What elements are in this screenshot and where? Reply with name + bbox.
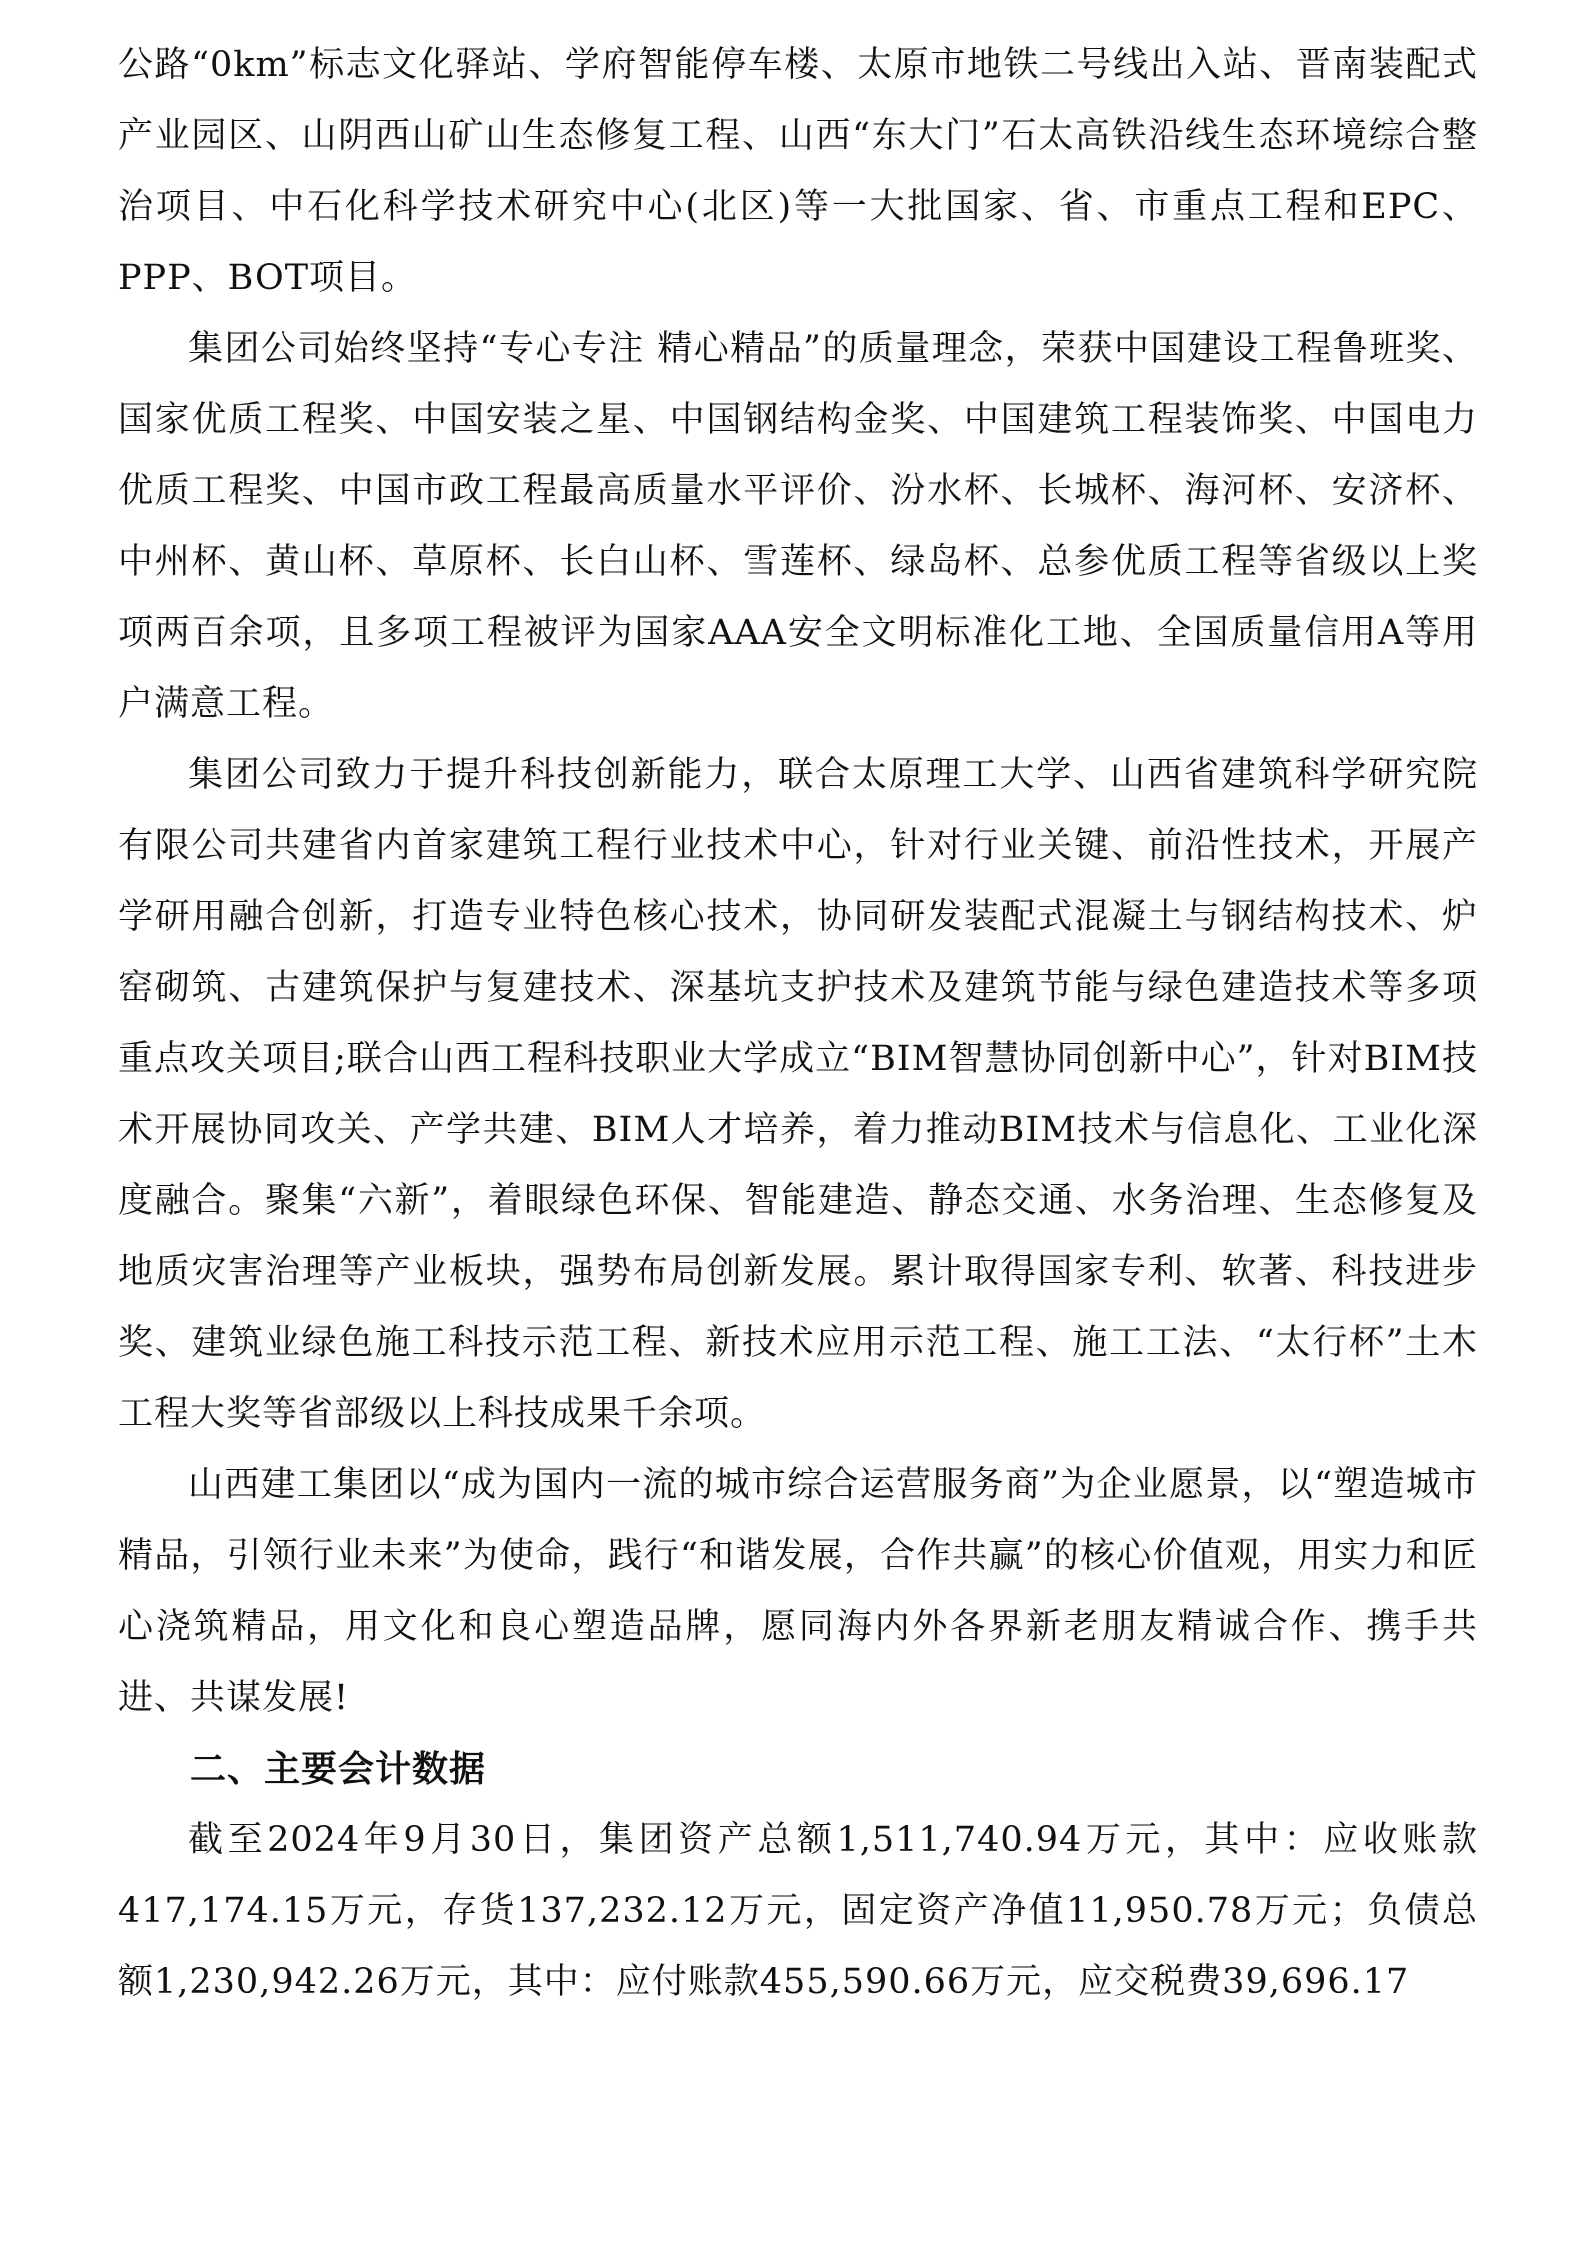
section-heading-accounting-data: 二、主要会计数据 [190,1749,487,1790]
paragraph-technology-innovation: 集团公司致力于提升科技创新能力，联合太原理工大学、山西省建筑科学研究院有限公司共建省内首家建筑工程行业技术中心，针对行业关键、前沿性技术，开展产学研用融合创新，打造专业特色核心技术，协同研发装配式混凝土与钢结构技术、炉窑砌筑、古建筑保护与复建技术、深基坑支护技术及建筑节能与绿色建造技术等多项重点攻关项目;联合山西工程科技职业大学成立“BIM智慧协同创新中心”，针对BIM技术开展协同攻关、产学共建、BIM人才培养，着力推动BIM技术与信息化、工业化深度融合。聚集“六新”，着眼绿色环保、智能建造、静态交通、水务治理、生态修复及地质灾害治理等产业板块，强势布局创新发展。累计取得国家专利、软著、科技进步奖、建筑业绿色施工科技示范工程、新技术应用示范工程、施工工法、“太行杯”土木工程大奖等省部级以上科技成果千余项。 [118,755,1478,1434]
paragraph-quality-awards: 集团公司始终坚持“专心专注 精心精品”的质量理念，荣获中国建设工程鲁班奖、国家优质工程奖、中国安装之星、中国钢结构金奖、中国建筑工程装饰奖、中国电力优质工程奖、中国市政工程最高质量水平评价、汾水杯、长城杯、海河杯、安济杯、中州杯、黄山杯、草原杯、长白山杯、雪莲杯、绿岛杯、总参优质工程等省级以上奖项两百余项，且多项工程被评为国家AAA安全文明标准化工地、全国质量信用A等用户满意工程。 [118,329,1478,724]
paragraph-accounting-figures: 截至2024年9月30日，集团资产总额1,511,740.94万元，其中：应收账款417,174.15万元，存货137,232.12万元，固定资产净值11,950.78万元；负债总额1,230,942.26万元，其中：应付账款455,590.66万元，应交税费39,696.17 [118,1820,1478,2002]
paragraph-projects-continued: 公路“0km”标志文化驿站、学府智能停车楼、太原市地铁二号线出入站、晋南装配式产业园区、山阴西山矿山生态修复工程、山西“东大门”石太高铁沿线生态环境综合整治项目、中石化科学技术研究中心(北区)等一大批国家、省、市重点工程和EPC、PPP、BOT项目。 [118,45,1478,298]
paragraph-corporate-vision: 山西建工集团以“成为国内一流的城市综合运营服务商”为企业愿景，以“塑造城市精品，引领行业未来”为使命，践行“和谐发展，合作共赢”的核心价值观，用实力和匠心浇筑精品，用文化和良心塑造品牌，愿同海内外各界新老朋友精诚合作、携手共进、共谋发展! [118,1465,1478,1718]
document-body [118,30,1478,2018]
